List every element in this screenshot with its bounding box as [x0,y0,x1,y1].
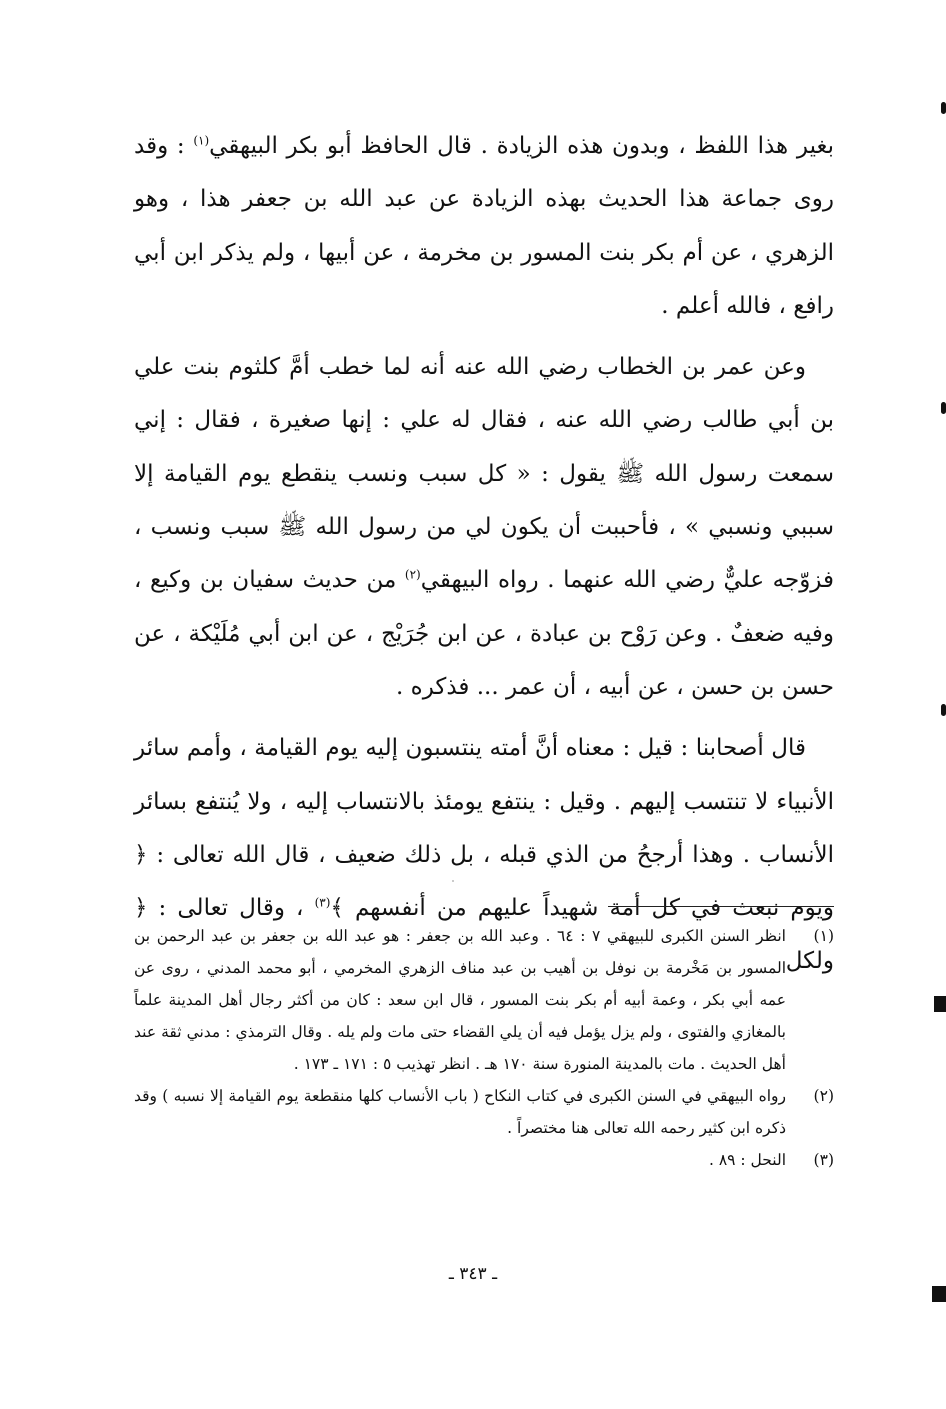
paragraph-3-text: قال أصحابنا : قيل : معناه أنَّ أمته ينتسبون إليه يوم القيامة ، وأمم سائر الأنبياء لا تنتسب إليهم . وقيل : ينتفع يومئذ بالانتساب إليه ، ولا يُنتفع بسائر الأنساب . وهذا أرجحُ من الذي قبله ، بل ذلك ضعيف ، قال الله تعالى : ﴿ ويوم نبعث في كل أمة شهيداً عليهم من أنفسهم ﴾ [134,735,834,922]
scan-edge-mark [941,402,946,414]
paragraph-2-text: وعن عمر بن الخطاب رضي الله عنه أنه لما خطب أمَّ كلثوم بنت علي بن أبي طالب رضي الله عنه ، فقال له علي : إنها صغيرة ، فقال : إني سمعت رسول الله ﷺ يقول : « كل سبب ونسب ينقطع يوم القيامة إلا سببي ونسبي » ، فأحببت أن يكون لي من رسول الله ﷺ سبب ونسب ، فزوّجه عليٌّ رضي الله عنهما . رواه البيهقي [134,354,834,594]
paragraph-2-cont: من حديث سفيان بن وكيع ، وفيه ضعفٌ . وعن رَوْح بن عبادة ، عن ابن جُرَيْج ، عن ابن أبي مُلَيْكة ، عن حسن بن حسن ، عن أبيه ، أن عمر ... فذكره . [134,567,834,700]
footnote-3-text: النحل : ٨٩ . [708,1151,786,1169]
paragraph-1-text: بغير هذا اللفظ ، وبدون هذه الزيادة . قال الحافظ أبو بكر البيهقي [209,133,835,159]
scan-edge-mark [941,102,946,114]
main-text [134,120,834,989]
paragraph-1 [134,120,834,333]
scan-speck [452,880,454,882]
page-number: ـ ٣٤٣ ـ [448,1264,498,1284]
footnote-1 [134,920,834,1080]
scan-edge-mark [941,704,946,716]
footnote-3-number: (٣) [813,1151,834,1169]
footnote-separator [608,906,834,907]
footnote-2-number: (٢) [813,1087,834,1105]
paragraph-1-cont: روى جماعة هذا الحديث بهذه الزيادة عن عبد الله بن جعفر هذا ، وهو الزهري ، عن أم بكر بنت المسور بن مخرمة ، عن أبيها ، ولم يذكر ابن أبي رافع ، فالله أعلم . [134,186,834,319]
footnote-1-text: انظر السنن الكبرى للبيهقي ٧ : ٦٤ . وعبد الله بن جعفر : هو عبد الله بن جعفر بن عبد الرحمن بن المسور بن مَخْرمة بن نوفل بن أهيب بن عبد مناف الزهري المخرمي ، أبو محمد المدني ، روى عن عمه أبي بكر ، وعمة أبيه أم بكر بنت المسور ، قال ابن سعد : كان من أكثر رجال أهل المدينة علماً بالمغازي والفتوى ، ولم يزل يؤمل فيه أن يلي القضاء حتى مات ولم يله . وقال الترمذي : مدني ثقة عند أهل الحديث . مات بالمدينة المنورة سنة ١٧٠ هـ . انظر تهذيب ٥ : ١٧١ ـ ١٧٣ . [134,927,786,1073]
footnotes [134,920,834,1176]
paragraph-1-tail: : وقد [134,133,185,159]
footnote-3 [134,1144,834,1176]
footnote-ref-3[interactable]: (٣) [314,895,331,910]
paragraph-3-cont: ، وقال تعالى : ﴿ ولكل [134,895,834,975]
footnote-2-text: رواه البيهقي في السنن الكبرى في كتاب النكاح ( باب الأنساب كلها منقطعة يوم القيامة إلا نسبه ) وقد ذكره ابن كثير رحمه الله تعالى هنا مختصراً . [134,1087,786,1137]
scan-edge-mark [932,1286,946,1302]
footnote-ref-2[interactable]: (٢) [404,567,421,582]
footnote-2 [134,1080,834,1144]
footnote-ref-1[interactable]: (١) [193,133,210,148]
paragraph-2 [134,341,834,714]
scan-edge-mark [934,996,946,1012]
footnote-1-number: (١) [813,927,834,945]
